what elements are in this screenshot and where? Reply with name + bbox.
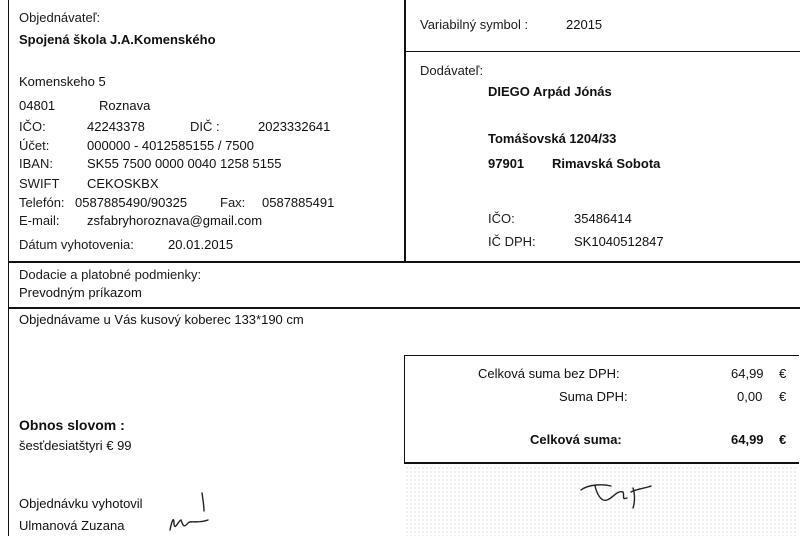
grand-total-label: Celková suma: — [530, 432, 622, 447]
amount-words-value: šesťdesiatštyri € 99 — [19, 438, 132, 453]
buyer-swift-label: SWIFT — [19, 176, 60, 191]
order-text: Objednávame u Vás kusový koberec 133*190 cm — [19, 312, 304, 327]
variable-symbol-value: 22015 — [566, 17, 603, 32]
net-total-currency: € — [779, 366, 787, 381]
buyer-email-label: E-mail: — [19, 213, 60, 228]
terms-label: Dodacie a platobné podmienky: — [19, 267, 202, 282]
buyer-account-label: Účet: — [19, 138, 50, 153]
buyer-fax-label: Fax: — [220, 195, 246, 210]
buyer-account: 000000 - 4012585155 / 7500 — [87, 138, 254, 153]
supplier-icdph: SK1040512847 — [574, 234, 664, 249]
date-label: Dátum vyhotovenia: — [19, 237, 134, 252]
buyer-name: Spojená škola J.A.Komenského — [19, 32, 216, 47]
supplier-name: DIEGO Arpád Jónás — [488, 84, 612, 99]
buyer-swift: CEKOSKBX — [87, 176, 159, 191]
buyer-fax: 0587885491 — [262, 195, 335, 210]
supplier-label: Dodávateľ: — [420, 63, 484, 78]
supplier-ico-label: IČO: — [488, 211, 515, 226]
issuer-name: Ulmanová Zuzana — [19, 518, 125, 533]
divider-header-bottom — [8, 261, 800, 263]
buyer-zip: 04801 — [19, 98, 56, 113]
supplier-ico: 35486414 — [574, 211, 632, 226]
buyer-iban: SK55 7500 0000 0040 1258 5155 — [87, 156, 282, 171]
divider-terms-bottom — [8, 307, 800, 309]
buyer-ico: 42243378 — [87, 119, 145, 134]
net-total-label: Celková suma bez DPH: — [478, 366, 620, 381]
frame-left-border — [8, 0, 9, 536]
vat-label: Suma DPH: — [559, 389, 628, 404]
terms-value: Prevodným príkazom — [19, 285, 142, 300]
buyer-iban-label: IBAN: — [19, 156, 53, 171]
vat-currency: € — [779, 389, 787, 404]
vat-value: 0,00 — [737, 389, 763, 404]
supplier-zip: 97901 — [488, 156, 525, 171]
buyer-city: Roznava — [99, 98, 151, 113]
grand-total-currency: € — [779, 432, 787, 447]
supplier-signature — [577, 476, 667, 516]
buyer-dic-label: DIČ : — [190, 119, 220, 134]
divider-vertical-header — [404, 0, 406, 262]
net-total-value: 64,99 — [731, 366, 764, 381]
supplier-icdph-label: IČ DPH: — [488, 234, 536, 249]
buyer-street: Komenskeho 5 — [19, 74, 106, 89]
buyer-phone: 0587885490/90325 — [75, 195, 188, 210]
date-value: 20.01.2015 — [168, 237, 234, 252]
buyer-email[interactable]: zsfabryhoroznava@gmail.com — [87, 213, 263, 228]
buyer-label: Objednávateľ: — [19, 10, 101, 25]
variable-symbol-label: Variabilný symbol : — [420, 17, 529, 32]
buyer-dic: 2023332641 — [258, 119, 331, 134]
grand-total-value: 64,99 — [731, 432, 764, 447]
issuer-label: Objednávku vyhotovil — [19, 496, 143, 511]
supplier-street: Tomášovská 1204/33 — [488, 131, 617, 146]
buyer-phone-label: Telefón: — [19, 195, 65, 210]
buyer-ico-label: IČO: — [19, 119, 46, 134]
amount-words-label: Obnos slovom : — [19, 417, 125, 433]
issuer-signature — [164, 490, 214, 535]
supplier-city: Rimavská Sobota — [552, 156, 661, 171]
divider-variable-symbol — [404, 51, 800, 52]
